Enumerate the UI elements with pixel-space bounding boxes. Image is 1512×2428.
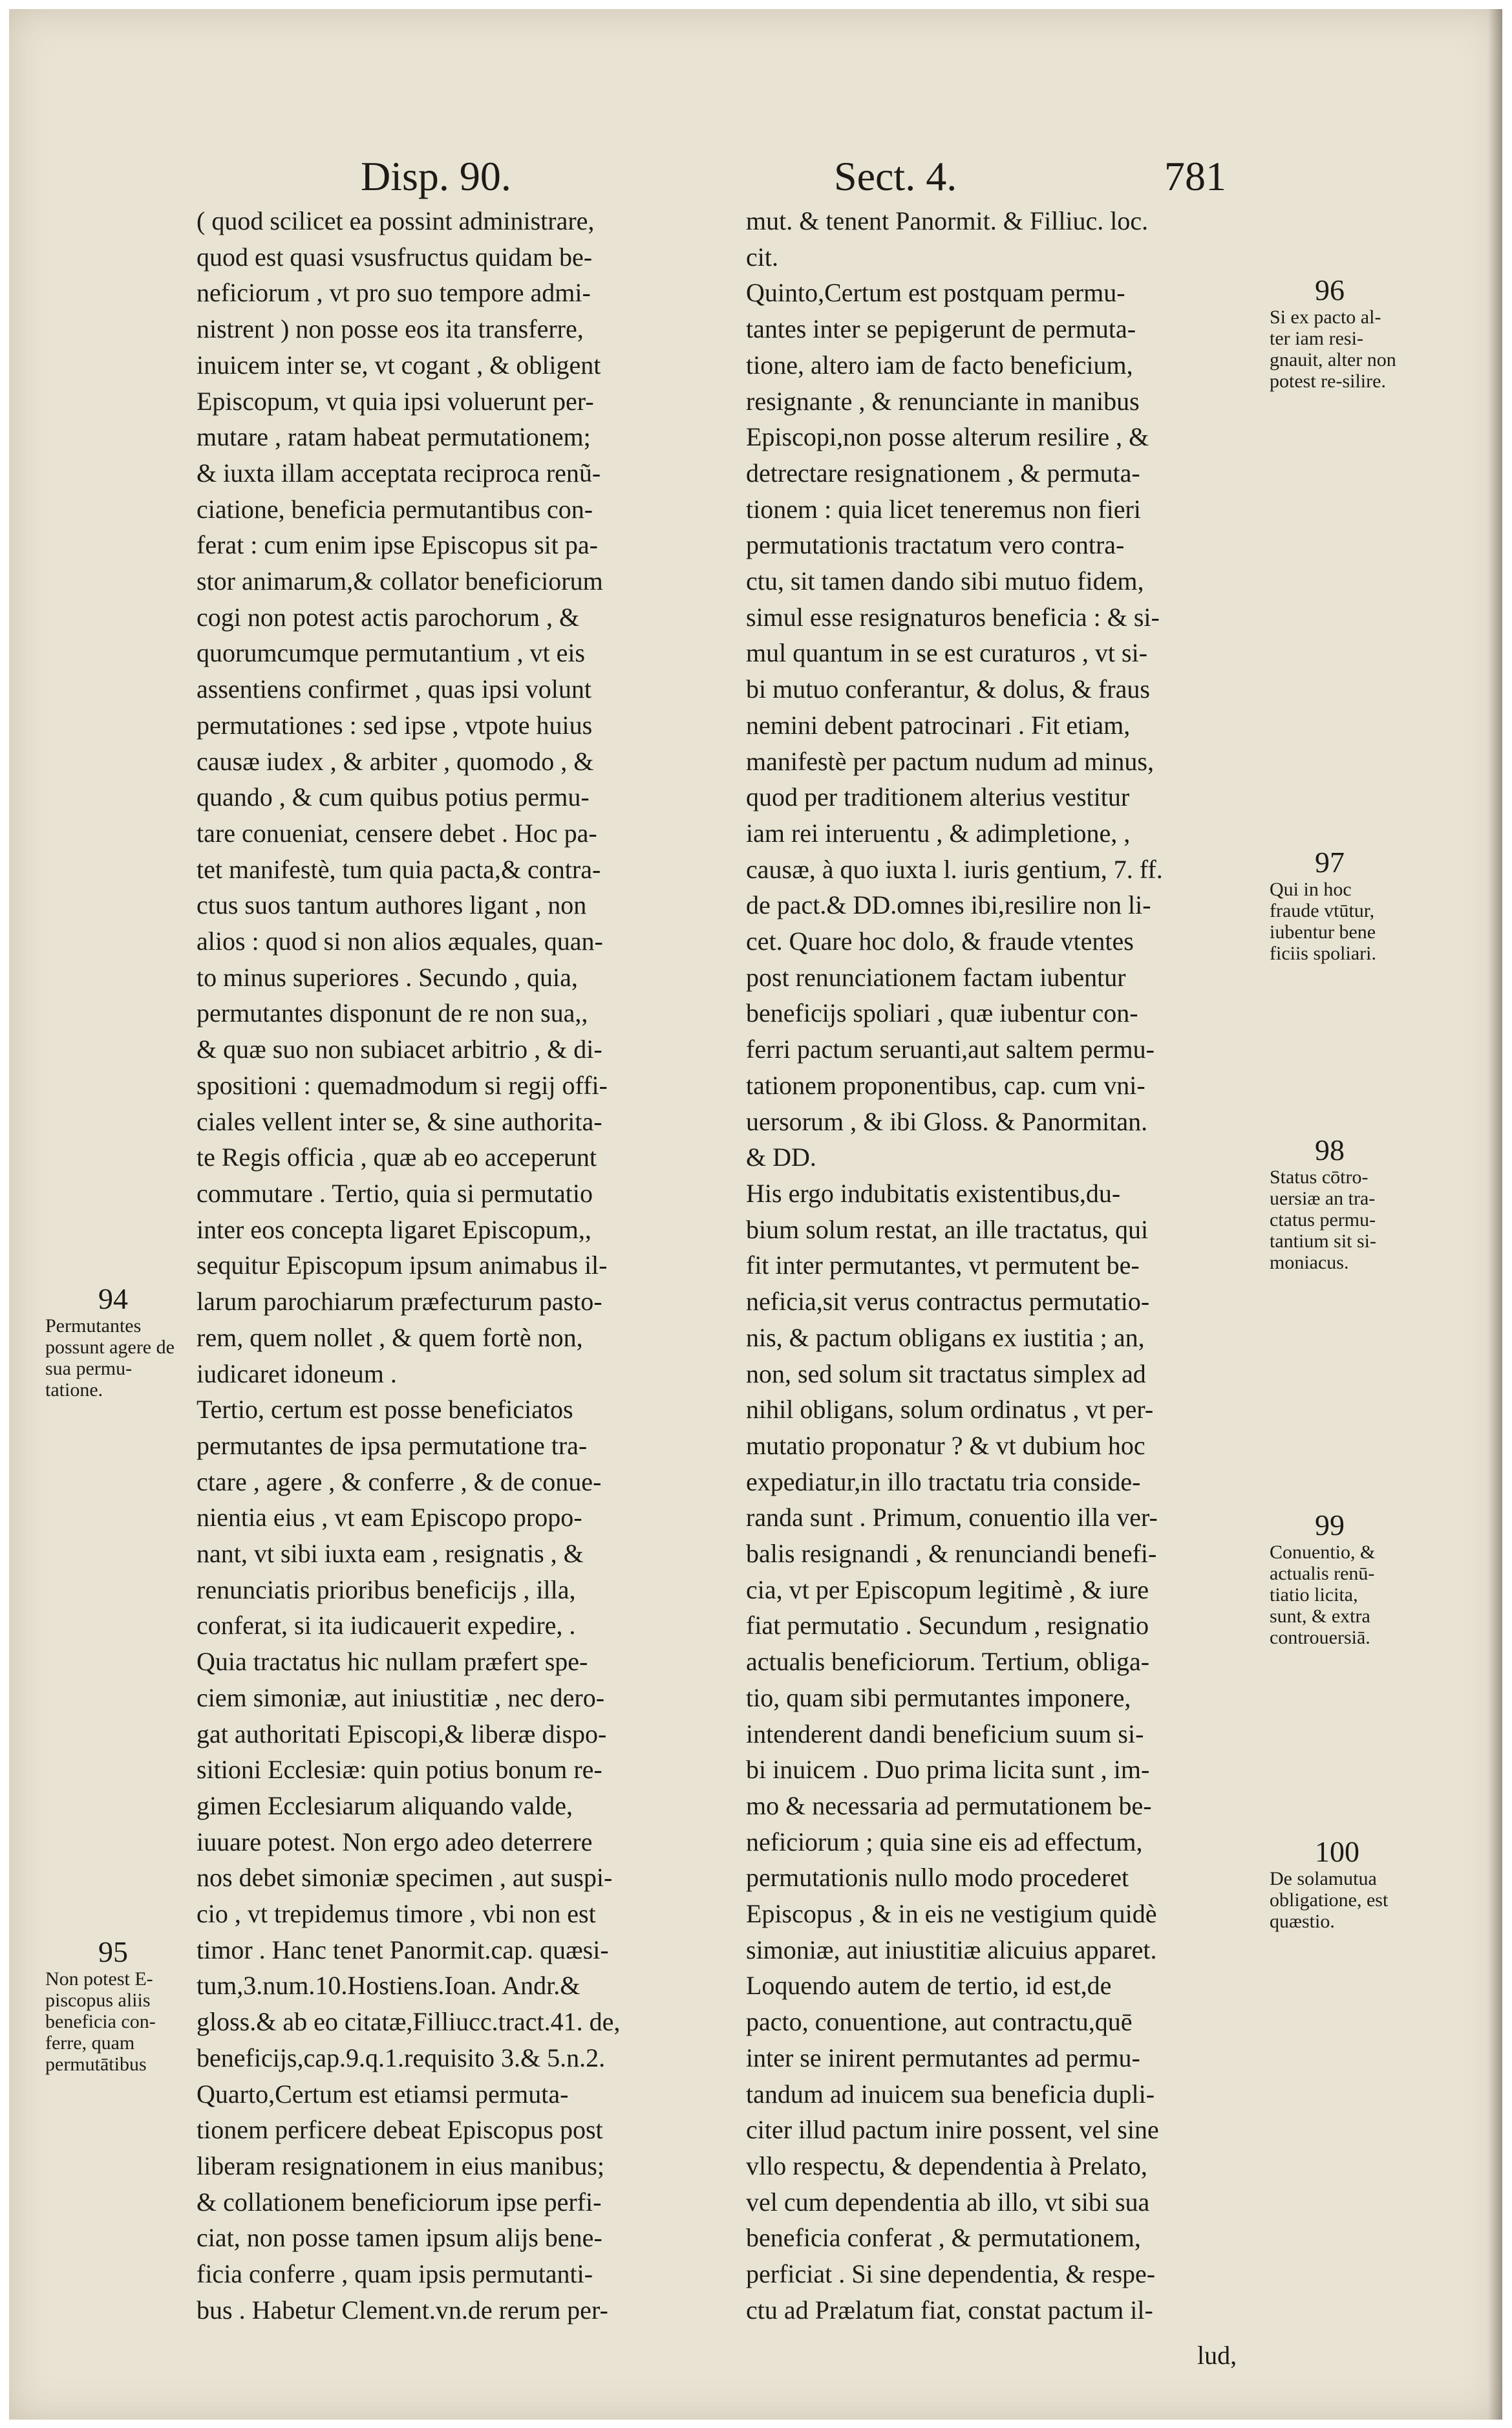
text-line: commutare . Tertio, quia si permutatio xyxy=(197,1178,593,1208)
text-line: sequitur Episcopum ipsum animabus il- xyxy=(197,1251,608,1280)
margin-note-text: Qui in hoc fraude vtūtur, iubentur bene ficiis spoliari. xyxy=(1270,879,1376,964)
text-line: neficia,sit verus contractus permutatio- xyxy=(746,1287,1150,1316)
text-line: cet. Quare hoc dolo, & fraude vtentes xyxy=(746,927,1134,956)
text-line: non, sed solum sit tractatus simplex ad xyxy=(746,1359,1146,1388)
text-line: manifestè per pactum nudum ad minus, xyxy=(746,746,1154,776)
text-line: inter se inirent permutantes ad permu- xyxy=(746,2043,1140,2072)
margin-note-97 xyxy=(1270,846,1399,964)
text-line: simoniæ, aut iniustitiæ alicuius apparet. xyxy=(746,1935,1157,1964)
text-line: mut. & tenent Panormit. & Filliuc. loc. xyxy=(746,206,1149,235)
text-line: Episcopi,non posse alterum resilire , & xyxy=(746,422,1149,452)
text-line: causæ iudex , & arbiter , quomodo , & xyxy=(197,746,594,776)
text-line: & quæ suo non subiacet arbitrio , & di- xyxy=(197,1035,602,1064)
text-line: mutare , ratam habeat permutationem; xyxy=(197,422,591,452)
text-line: neficiorum ; quia sine eis ad effectum, xyxy=(746,1827,1143,1856)
text-line: liberam resignationem in eius manibus; xyxy=(197,2151,604,2180)
text-line: bi inuicem . Duo prima licita sunt , im- xyxy=(746,1755,1150,1785)
catchword: lud, xyxy=(1197,2341,1237,2370)
text-line: nant, vt sibi iuxta eam , resignatis , & xyxy=(197,1539,584,1569)
text-line: Quinto,Certum est postquam permu- xyxy=(746,278,1125,308)
text-line: tio, quam sibi permutantes imponere, xyxy=(746,1682,1131,1712)
text-line: tare conueniat, censere debet . Hoc pa- xyxy=(197,818,597,848)
text-line: permutationes : sed ipse , vtpote huius xyxy=(197,710,593,740)
text-line: vel cum dependentia ab illo, vt sibi sua xyxy=(746,2187,1150,2217)
margin-note-96 xyxy=(1270,274,1399,392)
text-line: ciat, non posse tamen ipsum alijs bene- xyxy=(197,2223,602,2253)
text-line: intenderent dandi beneficium suum si- xyxy=(746,1719,1144,1748)
text-line: beneficia conferat , & permutationem, xyxy=(746,2223,1141,2253)
text-line: nemini debent patrocinari . Fit etiam, xyxy=(746,710,1131,740)
text-line: Quia tractatus hic nullam præfert spe- xyxy=(197,1647,588,1677)
margin-note-number: 94 xyxy=(98,1282,128,1315)
margin-note-95 xyxy=(45,1936,181,2075)
running-head-section: Sect. 4. xyxy=(834,153,957,199)
text-line: & iuxta illam acceptata reciproca renũ- xyxy=(197,458,601,488)
text-line: ciales vellent inter se, & sine authorita- xyxy=(197,1106,602,1136)
text-line: actualis beneficiorum. Tertium, obliga- xyxy=(746,1647,1150,1677)
text-line: iam rei interuentu , & adimpletione, , xyxy=(746,818,1131,848)
text-line: to minus superiores . Secundo , quia, xyxy=(197,962,578,992)
text-line: quod est quasi vsusfructus quidam be- xyxy=(197,242,593,272)
margin-note-text: Conuentio, & actualis renū-tiatio licita, sunt, & extra controuersiā. xyxy=(1270,1542,1376,1648)
text-line: perficiat . Si sine dependentia, & respe- xyxy=(746,2259,1156,2289)
text-line: Quarto,Certum est etiamsi permuta- xyxy=(197,2079,569,2109)
left-text-column xyxy=(197,203,720,2328)
text-line: gimen Ecclesiarum aliquando valde, xyxy=(197,1790,573,1820)
text-line: cit. xyxy=(746,242,778,272)
text-line: te Regis officia , quæ ab eo acceperunt xyxy=(197,1143,597,1172)
text-line: alios : quod si non alios æquales, quan- xyxy=(197,927,603,956)
margin-note-text: Status cōtro-uersiæ an tra-ctatus permu-tantium sit si-moniacus. xyxy=(1270,1166,1376,1273)
text-line: tum,3.num.10.Hostiens.Ioan. Andr.& xyxy=(197,1971,580,2001)
text-line: iudicaret idoneum . xyxy=(197,1359,397,1388)
margin-note-98 xyxy=(1270,1134,1399,1273)
text-line: detrectare resignationem , & permuta- xyxy=(746,458,1140,488)
text-line: cio , vt trepidemus timore , vbi non est xyxy=(197,1899,596,1929)
text-line: permutationis tractatum vero contra- xyxy=(746,530,1125,560)
margin-note-number: 96 xyxy=(1315,274,1345,306)
text-line: quod per traditionem alterius vestitur xyxy=(746,782,1130,812)
margin-note-number: 100 xyxy=(1315,1835,1359,1868)
text-line: randa sunt . Primum, conuentio illa ver- xyxy=(746,1503,1158,1532)
text-line: pacto, conuentione, aut contractu,quē xyxy=(746,2007,1133,2037)
text-line: fiat permutatio . Secundum , resignatio xyxy=(746,1611,1149,1640)
text-line: tantes inter se pepigerunt de permuta- xyxy=(746,314,1136,344)
text-line: tione, altero iam de facto beneficium, xyxy=(746,350,1133,380)
text-line: quorumcumque permutantium , vt eis xyxy=(197,638,585,668)
text-line: nis, & pactum obligans ex iustitia ; an, xyxy=(746,1322,1145,1352)
text-line: stor animarum,& collator beneficiorum xyxy=(197,566,603,596)
text-line: neficiorum , vt pro suo tempore admi- xyxy=(197,278,591,308)
text-line: ctus suos tantum authores ligant , non xyxy=(197,890,587,920)
margin-note-94 xyxy=(45,1283,181,1401)
text-line: larum parochiarum præfecturum pasto- xyxy=(197,1287,602,1316)
text-line: ficia conferre , quam ipsis permutanti- xyxy=(197,2259,593,2289)
text-line: gloss.& ab eo citatæ,Filliucc.tract.41. de, xyxy=(197,2007,621,2037)
text-line: simul esse resignaturos beneficia : & si- xyxy=(746,602,1160,632)
text-line: quando , & cum quibus potius permu- xyxy=(197,782,590,812)
text-line: timor . Hanc tenet Panormit.cap. quæsi- xyxy=(197,1935,609,1964)
text-line: permutantes de ipsa permutatione tra- xyxy=(197,1430,588,1460)
margin-note-number: 98 xyxy=(1315,1133,1345,1166)
margin-note-text: Si ex pacto al-ter iam resi-gnauit, alter non potest re-silire. xyxy=(1270,306,1396,392)
text-line: Episcopum, vt quia ipsi voluerunt per- xyxy=(197,386,594,416)
text-line: gat authoritati Episcopi,& liberæ dispo- xyxy=(197,1719,607,1748)
text-line: beneficijs,cap.9.q.1.requisito 3.& 5.n.2. xyxy=(197,2043,606,2072)
margin-note-number: 97 xyxy=(1315,846,1345,879)
text-line: tionem : quia licet teneremus non fieri xyxy=(746,494,1141,524)
text-line: permutationis nullo modo procederet xyxy=(746,1863,1129,1893)
text-line: His ergo indubitatis existentibus,du- xyxy=(746,1178,1121,1208)
text-line: citer illud pactum inire possent, vel sine xyxy=(746,2115,1159,2145)
text-line: tet manifestè, tum quia pacta,& contra- xyxy=(197,854,601,884)
text-line: nistrent ) non posse eos ita transferre, xyxy=(197,314,584,344)
text-line: permutantes disponunt de re non sua,, xyxy=(197,998,588,1028)
text-line: mul quantum in se est curaturos , vt si- xyxy=(746,638,1148,668)
text-line: ciem simoniæ, aut iniustitiæ , nec dero- xyxy=(197,1682,605,1712)
text-line: ctu, sit tamen dando sibi mutuo fidem, xyxy=(746,566,1144,596)
text-line: ferat : cum enim ipse Episcopus sit pa- xyxy=(197,530,598,560)
page-edge-shadow xyxy=(1488,9,1502,2420)
text-line: bi mutuo conferantur, & dolus, & fraus xyxy=(746,674,1150,704)
text-line: sitioni Ecclesiæ: quin potius bonum re- xyxy=(197,1755,602,1785)
text-line: conferat, si ita iudicauerit expedire, . xyxy=(197,1611,576,1640)
running-head-disputation: Disp. 90. xyxy=(361,153,511,199)
text-line: nientia eius , vt eam Episcopo propo- xyxy=(197,1503,582,1532)
margin-note-99 xyxy=(1270,1509,1399,1648)
text-line: de pact.& DD.omnes ibi,resilire non li- xyxy=(746,890,1151,920)
text-line: spositioni : quemadmodum si regij offi- xyxy=(197,1070,608,1100)
margin-note-number: 95 xyxy=(98,1935,128,1968)
text-line: causæ, à quo iuxta l. iuris gentium, 7. ff. xyxy=(746,854,1163,884)
text-line: tionem perficere debeat Episcopus post xyxy=(197,2115,603,2145)
text-line: ciatione, beneficia permutantibus con- xyxy=(197,494,593,524)
text-line: cogi non potest actis parochorum , & xyxy=(197,602,580,632)
text-line: post renunciationem factam iubentur xyxy=(746,962,1126,992)
text-line: cia, vt per Episcopum legitimè , & iure xyxy=(746,1574,1149,1604)
text-line: balis resignandi , & renunciandi benefi- xyxy=(746,1539,1157,1569)
text-line: iuuare potest. Non ergo adeo deterrere xyxy=(197,1827,593,1856)
margin-note-100 xyxy=(1270,1836,1399,1932)
text-line: bus . Habetur Clement.vn.de rerum per- xyxy=(197,2295,608,2325)
text-line: fit inter permutantes, vt permutent be- xyxy=(746,1251,1140,1280)
text-line: Tertio, certum est posse beneficiatos xyxy=(197,1395,573,1424)
text-line: tandum ad inuicem sua beneficia dupli- xyxy=(746,2079,1155,2109)
text-line: nihil obligans, solum ordinatus , vt per- xyxy=(746,1395,1154,1424)
margin-note-text: Non potest E-piscopus aliis beneficia con-ferre, quam permutātibus xyxy=(45,1968,156,2075)
text-line: mo & necessaria ad permutationem be- xyxy=(746,1790,1152,1820)
text-line: ctu ad Prælatum fiat, constat pactum il- xyxy=(746,2295,1153,2325)
text-line: renunciatis prioribus beneficijs , illa, xyxy=(197,1574,576,1604)
text-line: Episcopus , & in eis ne vestigium quidè xyxy=(746,1899,1157,1929)
book-page xyxy=(9,9,1502,2420)
text-line: inuicem inter se, vt cogant , & obligent xyxy=(197,350,601,380)
text-line: ctare , agere , & conferre , & de conue- xyxy=(197,1466,602,1496)
text-line: ( quod scilicet ea possint administrare, xyxy=(197,206,595,235)
right-text-column xyxy=(746,203,1270,2328)
text-line: mutatio proponatur ? & vt dubium hoc xyxy=(746,1430,1145,1460)
text-line: nos debet simoniæ specimen , aut suspi- xyxy=(197,1863,613,1893)
text-line: & DD. xyxy=(746,1143,816,1172)
text-line: & collationem beneficiorum ipse perfi- xyxy=(197,2187,602,2217)
text-line: rem, quem nollet , & quem fortè non, xyxy=(197,1322,583,1352)
margin-note-text: De solamutua obligatione, est quæstio. xyxy=(1270,1868,1389,1932)
margin-note-text: Permutantes possunt agere de sua permu-tatione. xyxy=(45,1315,175,1401)
text-line: inter eos concepta ligaret Episcopum,, xyxy=(197,1214,591,1244)
text-line: tationem proponentibus, cap. cum vni- xyxy=(746,1070,1145,1100)
text-line: assentiens confirmet , quas ipsi volunt xyxy=(197,674,592,704)
text-line: ferri pactum seruanti,aut saltem permu- xyxy=(746,1035,1155,1064)
text-line: expediatur,in illo tractatu tria conside- xyxy=(746,1466,1141,1496)
text-line: Loquendo autem de tertio, id est,de xyxy=(746,1971,1112,2001)
text-line: bium solum restat, an ille tractatus, qui xyxy=(746,1214,1149,1244)
text-line: beneficijs spoliari , quæ iubentur con- xyxy=(746,998,1138,1028)
text-line: uersorum , & ibi Gloss. & Panormitan. xyxy=(746,1106,1148,1136)
page-number: 781 xyxy=(1164,153,1226,199)
margin-note-number: 99 xyxy=(1315,1509,1345,1542)
text-line: vllo respectu, & dependentia à Prelato, xyxy=(746,2151,1147,2180)
text-line: resignante , & renunciante in manibus xyxy=(746,386,1140,416)
